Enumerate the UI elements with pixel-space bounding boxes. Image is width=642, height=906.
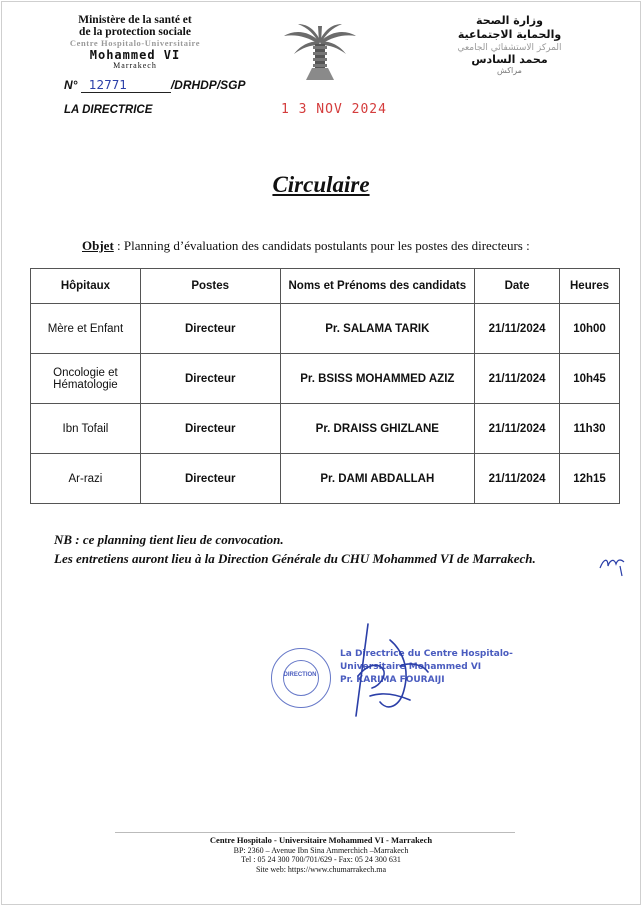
date-cell: 21/11/2024 bbox=[475, 454, 560, 504]
subject-label: Objet bbox=[82, 238, 114, 253]
handwritten-initials-icon bbox=[598, 552, 628, 578]
footer-divider bbox=[115, 832, 515, 833]
table-row bbox=[31, 304, 620, 354]
note-convocation: NB : ce planning tient lieu de convocation. bbox=[54, 532, 284, 547]
table-row bbox=[31, 404, 620, 454]
notes-block bbox=[54, 530, 536, 568]
palm-tree-logo-icon bbox=[280, 22, 360, 84]
hospital-cell: Ibn Tofail bbox=[31, 404, 141, 454]
reference-number bbox=[64, 78, 246, 93]
footer-website: Site web: https://www.chumarrakech.ma bbox=[255, 864, 387, 874]
reference-suffix: /DRHDP/SGP bbox=[170, 78, 246, 92]
page-title: Circulaire bbox=[272, 172, 370, 197]
candidate-cell: Pr. DAMI ABDALLAH bbox=[280, 454, 475, 504]
ministry-line-2: de la protection sociale bbox=[79, 26, 191, 38]
ministry-ar-line-2: والحماية الاجتماعية bbox=[457, 28, 562, 41]
chu-line-1: Centre Hospitalo-Universitaire bbox=[69, 38, 201, 48]
time-cell: 10h45 bbox=[560, 354, 620, 404]
post-cell: Directeur bbox=[140, 404, 280, 454]
signatory-title-line-2: Universitaire Mohammed VI bbox=[340, 662, 482, 672]
handwritten-signature-icon bbox=[330, 616, 440, 726]
page-footer bbox=[0, 836, 642, 874]
chu-ar-line-2: محمد السادس bbox=[471, 53, 548, 66]
reference-handwritten-number: 12771 bbox=[81, 78, 171, 93]
hospital-cell: Oncologie et Hématologie bbox=[31, 354, 141, 404]
column-header-hospitals: Hôpitaux bbox=[31, 269, 141, 304]
issuer-role: LA DIRECTRICE bbox=[64, 104, 153, 116]
date-cell: 21/11/2024 bbox=[475, 404, 560, 454]
date-stamp: 1 3 NOV 2024 bbox=[281, 102, 387, 117]
column-header-date: Date bbox=[475, 269, 560, 304]
candidate-cell: Pr. SALAMA TARIK bbox=[280, 304, 475, 354]
column-header-time: Heures bbox=[560, 269, 620, 304]
candidate-cell: Pr. BSISS MOHAMMED AZIZ bbox=[280, 354, 475, 404]
post-cell: Directeur bbox=[140, 304, 280, 354]
time-cell: 11h30 bbox=[560, 404, 620, 454]
candidate-cell: Pr. DRAISS GHIZLANE bbox=[280, 404, 475, 454]
footer-phone: Tel : 05 24 300 700/701/629 - Fax: 05 24 300 631 bbox=[241, 855, 401, 864]
date-cell: 21/11/2024 bbox=[475, 354, 560, 404]
ministry-header-fr bbox=[30, 14, 240, 70]
signatory-title-line-1: La Directrice du Centre Hospitalo- bbox=[340, 649, 513, 659]
note-location: Les entretiens auront lieu à la Direction Générale du CHU Mohammed VI de Marrakech. bbox=[54, 551, 536, 566]
stamp-label: DIRECTION bbox=[283, 672, 317, 678]
time-cell: 10h00 bbox=[560, 304, 620, 354]
chu-line-2: Mohammed VI bbox=[89, 48, 181, 62]
post-cell: Directeur bbox=[140, 454, 280, 504]
hospital-cell: Mère et Enfant bbox=[31, 304, 141, 354]
ministry-line-1: Ministère de la santé et bbox=[78, 14, 192, 26]
subject-text: : Planning d’évaluation des candidats postulants pour les postes des directeurs : bbox=[113, 238, 530, 253]
official-stamp-inner-ring bbox=[283, 660, 319, 696]
subject-line bbox=[82, 238, 530, 254]
ministry-ar-line-1: وزارة الصحة bbox=[476, 14, 543, 27]
chu-ar-line-1: المركز الاستشفائي الجامعي bbox=[457, 43, 562, 53]
column-header-posts: Postes bbox=[140, 269, 280, 304]
ministry-header-ar bbox=[427, 14, 592, 76]
time-cell: 12h15 bbox=[560, 454, 620, 504]
chu-ar-city: مراكش bbox=[497, 66, 522, 75]
reference-prefix: N° bbox=[64, 78, 78, 92]
table-row bbox=[31, 454, 620, 504]
hospital-cell: Ar-razi bbox=[31, 454, 141, 504]
table-header-row bbox=[31, 269, 620, 304]
table-row bbox=[31, 354, 620, 404]
chu-city: Marrakech bbox=[113, 61, 157, 70]
evaluation-schedule-table bbox=[30, 268, 620, 504]
footer-org: Centre Hospitalo - Universitaire Mohammed VI - Marrakech bbox=[209, 835, 433, 845]
post-cell: Directeur bbox=[140, 354, 280, 404]
signatory-name: Pr. KARIMA FOURAIJI bbox=[340, 675, 445, 685]
column-header-candidates: Noms et Prénoms des candidats bbox=[280, 269, 475, 304]
footer-address: BP: 2360 – Avenue Ibn Sina Ammerchich –Marrakech bbox=[233, 845, 409, 855]
date-cell: 21/11/2024 bbox=[475, 304, 560, 354]
